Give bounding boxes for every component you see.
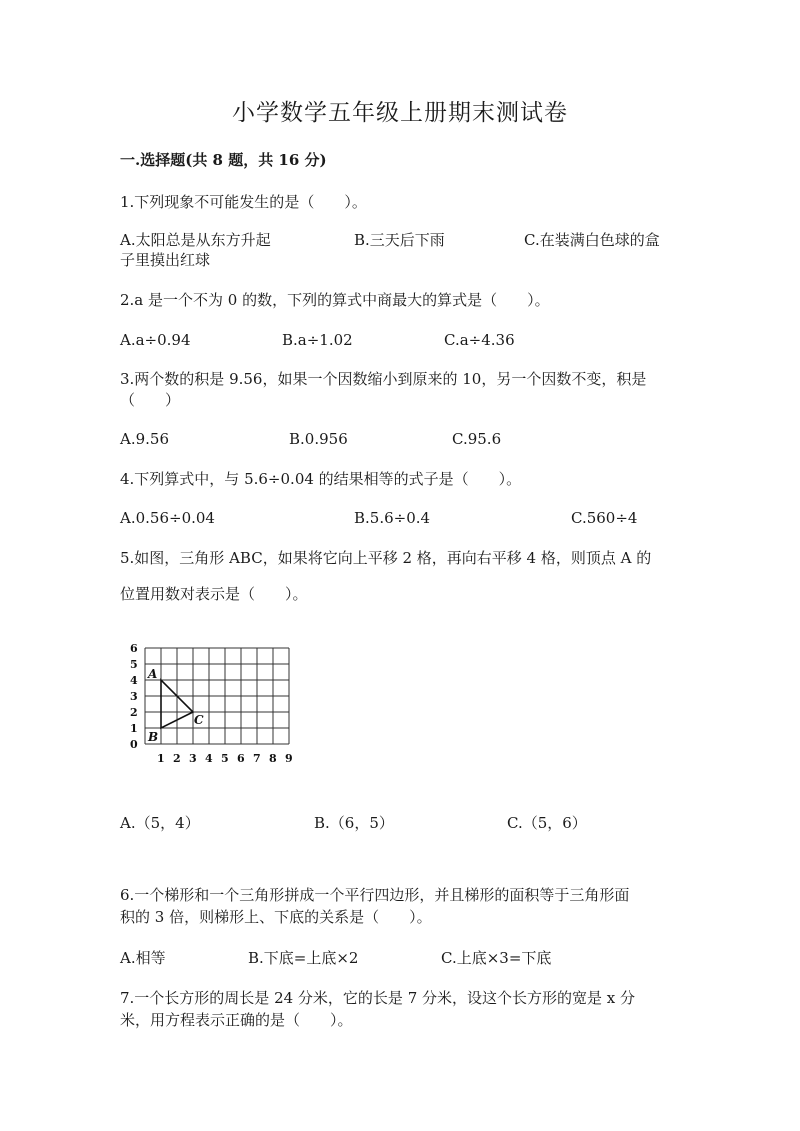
question-5-stem-continued: 位置用数对表示是（ ）。 [120, 585, 308, 603]
point-label-b: B [148, 730, 159, 744]
x-label-4: 4 [205, 752, 213, 765]
question-6-option-b: B.下底=上底×2 [248, 949, 359, 967]
question-6-option-c: C.上底×3=下底 [441, 949, 552, 967]
question-6-option-a: A.相等 [120, 949, 166, 967]
question-1-option-b: B.三天后下雨 [354, 231, 445, 249]
x-label-2: 2 [173, 752, 181, 765]
y-label-6: 6 [130, 642, 138, 655]
question-3-stem-continued: （ ） [120, 391, 181, 409]
x-label-3: 3 [189, 752, 197, 765]
point-label-a: A [148, 667, 158, 681]
question-1-option-c-continued: 子里摸出红球 [120, 251, 211, 269]
x-label-7: 7 [253, 752, 261, 765]
question-1-option-a: A.太阳总是从东方升起 [120, 231, 271, 249]
x-label-8: 8 [269, 752, 277, 765]
point-label-c: C [194, 713, 204, 727]
question-4-option-a: A.0.56÷0.04 [120, 509, 215, 527]
question-3-option-a: A.9.56 [120, 430, 169, 448]
question-3-option-b: B.0.956 [289, 430, 348, 448]
x-label-1: 1 [157, 752, 165, 765]
y-label-5: 5 [130, 658, 138, 671]
question-2-option-b: B.a÷1.02 [282, 331, 353, 349]
question-2-option-a: A.a÷0.94 [120, 331, 191, 349]
question-5-option-b: B.（6，5） [314, 814, 394, 832]
question-2-option-c: C.a÷4.36 [444, 331, 515, 349]
question-4-option-b: B.5.6÷0.4 [354, 509, 431, 527]
question-5-stem: 5.如图，三角形 ABC，如果将它向上平移 2 格，再向右平移 4 格，则顶点 A 的 [120, 549, 652, 567]
page-title: 小学数学五年级上册期末测试卷 [232, 100, 568, 126]
question-6-stem: 6.一个梯形和一个三角形拼成一个平行四边形，并且梯形的面积等于三角形面 [120, 886, 630, 904]
question-5-option-c: C.（5，6） [507, 814, 587, 832]
y-label-2: 2 [130, 706, 138, 719]
question-3-stem: 3.两个数的积是 9.56，如果一个因数缩小到原来的 10，另一个因数不变，积是 [120, 370, 647, 388]
question-5-option-a: A.（5，4） [120, 814, 200, 832]
question-6-stem-continued: 积的 3 倍，则梯形上、下底的关系是（ ）。 [120, 908, 432, 926]
question-1-stem: 1.下列现象不可能发生的是（ ）。 [120, 193, 367, 211]
section-heading: 一.选择题(共 8 题，共 16 分) [120, 151, 327, 169]
question-7-stem: 7.一个长方形的周长是 24 分米，它的长是 7 分米，设这个长方形的宽是 x 分 [120, 989, 636, 1007]
question-4-option-c: C.560÷4 [571, 509, 638, 527]
question-3-option-c: C.95.6 [452, 430, 502, 448]
grid-lines [145, 648, 289, 744]
question-7-stem-continued: 米，用方程表示正确的是（ ）。 [120, 1011, 353, 1029]
question-5-grid-figure [126, 636, 306, 766]
y-label-1: 1 [130, 722, 138, 735]
x-label-5: 5 [221, 752, 229, 765]
y-label-0: 0 [130, 738, 138, 751]
x-label-6: 6 [237, 752, 245, 765]
question-4-stem: 4.下列算式中，与 5.6÷0.04 的结果相等的式子是（ ）。 [120, 470, 522, 488]
question-2-stem: 2.a 是一个不为 0 的数，下列的算式中商最大的算式是（ ）。 [120, 291, 550, 309]
y-label-3: 3 [130, 690, 138, 703]
y-label-4: 4 [130, 674, 138, 687]
question-1-option-c: C.在装满白色球的盒 [524, 231, 660, 249]
x-label-9: 9 [285, 752, 293, 765]
